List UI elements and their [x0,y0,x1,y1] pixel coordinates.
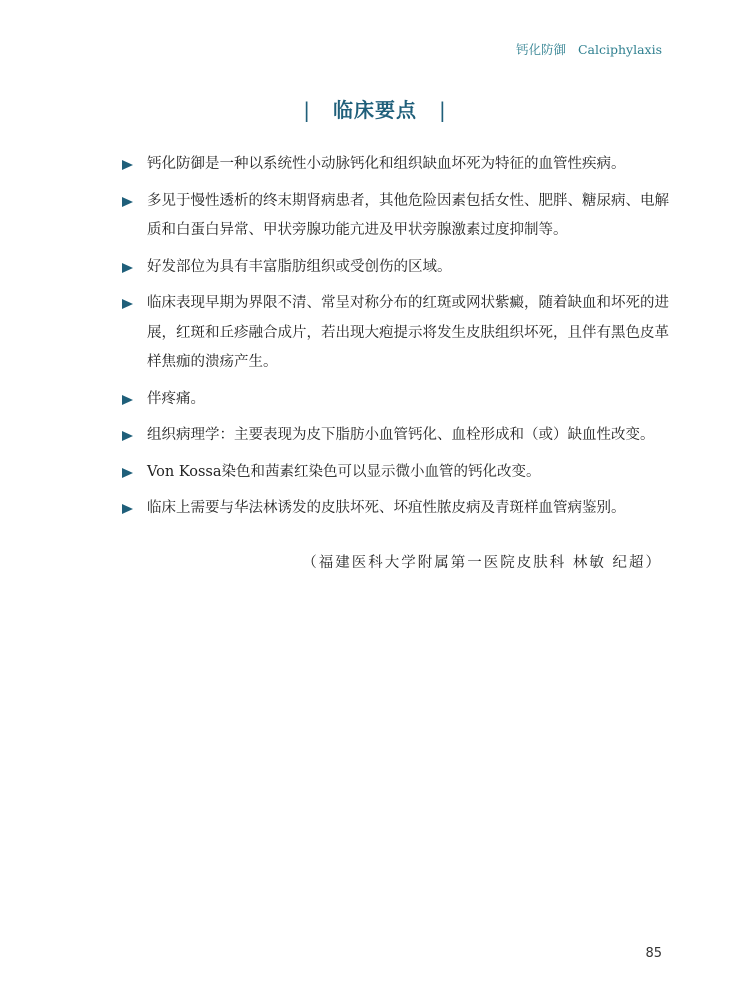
key-point-text: 伴疼痛。 [147,390,205,407]
key-point-text: Von Kossa染色和茜素红染色可以显示微小血管的钙化改变。 [147,463,541,480]
chapter-title-cn: 钙化防御 [515,42,566,57]
key-point-item [120,150,680,180]
heading-left-bar: | [303,98,311,122]
chapter-title-en: Calciphylaxis [577,42,662,57]
section-heading [0,94,750,123]
key-point-text: 组织病理学：主要表现为皮下脂肪小血管钙化、血栓形成和（或）缺血性改变。 [147,427,655,443]
key-point-item [120,289,680,378]
key-point-text: 好发部位为具有丰富脂肪组织或受创伤的区域。 [147,258,452,275]
triangle-bullet-icon [122,504,133,514]
key-point-item [120,253,680,283]
triangle-bullet-icon [122,299,133,309]
author-attribution: （福建医科大学附属第一医院皮肤科 林敏 纪超） [302,555,662,571]
key-point-text: 临床表现早期为界限不清、常呈对称分布的红斑或网状紫癜，随着缺血和坏死的进展，红斑和丘疹融合成片，若出现大疱提示将发生皮肤组织坏死，且伴有黑色皮革样焦痂的溃疡产生。 [147,295,669,370]
triangle-bullet-icon [122,395,133,405]
triangle-bullet-icon [122,197,133,207]
key-points-list [120,150,680,531]
triangle-bullet-icon [122,263,133,273]
triangle-bullet-icon [122,468,133,478]
key-point-text: 多见于慢性透析的终末期肾病患者，其他危险因素包括女性、肥胖、糖尿病、电解质和白蛋白异常、甲状旁腺功能亢进及甲状旁腺激素过度抑制等。 [147,192,669,238]
key-point-item [120,494,680,524]
key-point-item [120,187,680,246]
running-header [516,40,662,58]
triangle-bullet-icon [122,160,133,170]
key-point-item [120,385,680,415]
key-point-text: 临床上需要与华法林诱发的皮肤坏死、坏疽性脓皮病及青斑样血管病鉴别。 [147,500,626,516]
triangle-bullet-icon [122,431,133,441]
heading-right-bar: | [439,98,447,122]
key-point-text: 钙化防御是一种以系统性小动脉钙化和组织缺血坏死为特征的血管性疾病。 [147,156,626,172]
key-point-item [120,421,680,451]
page-number: 85 [645,946,662,961]
key-point-item [120,458,680,488]
section-title: 临床要点 [333,98,417,122]
